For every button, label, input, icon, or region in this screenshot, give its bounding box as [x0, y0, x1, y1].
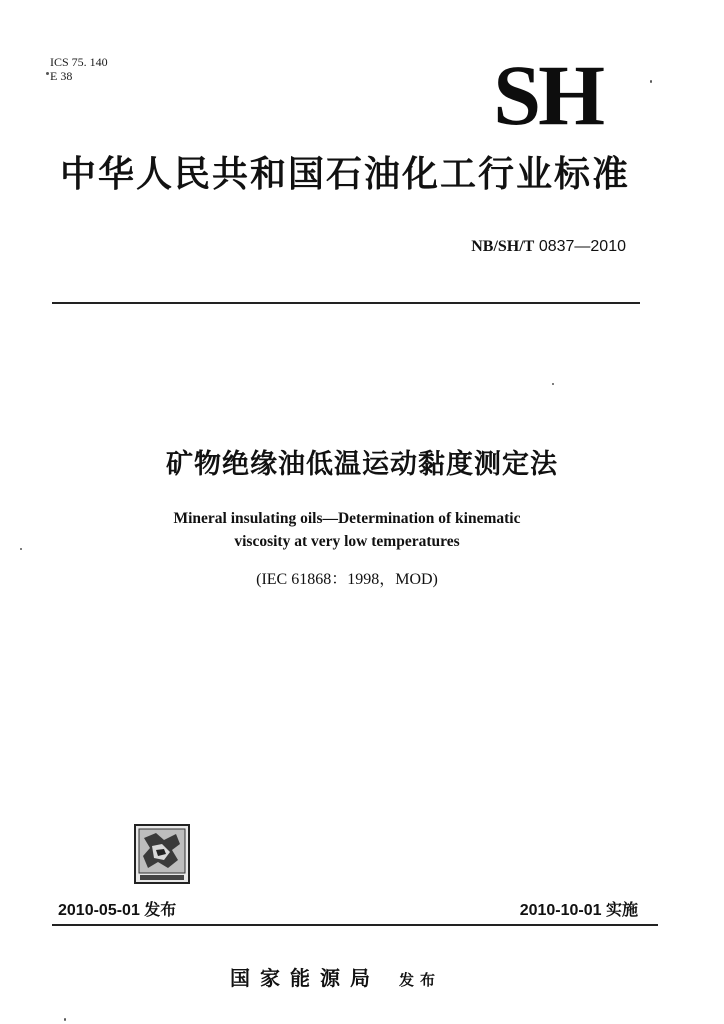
scan-speck	[46, 72, 49, 75]
standard-number	[471, 238, 626, 256]
iec-adoption-note: (IEC 61868：1998，MOD)	[256, 571, 438, 588]
scan-speck	[552, 383, 554, 385]
standard-authority-title: 中华人民共和国石油化工行业标准	[60, 154, 631, 195]
scan-speck	[650, 80, 652, 83]
publisher-organization: 国家能源局	[230, 966, 380, 990]
header-divider	[52, 302, 640, 304]
footer-divider	[52, 924, 658, 926]
standard-number-prefix: NB/SH/T	[471, 238, 535, 255]
issue-date: 2010-05-01 发布	[58, 902, 177, 919]
sh-logo: SH	[493, 47, 602, 143]
ccs-code: E 38	[50, 69, 73, 83]
ics-code: ICS 75. 140	[50, 55, 108, 69]
publisher-line	[230, 962, 441, 991]
title-english-line-2: viscosity at very low temperatures	[234, 533, 460, 550]
publisher-action: 发布	[398, 971, 441, 989]
scan-speck	[64, 1018, 66, 1021]
anti-counterfeit-seal-icon	[134, 824, 190, 884]
title-english-line-1: Mineral insulating oils—Determination of kinematic	[173, 510, 521, 527]
implementation-date: 2010-10-01 实施	[519, 902, 638, 919]
standard-number-suffix: 0837—2010	[538, 238, 626, 255]
title-english	[0, 507, 694, 553]
classification-codes	[50, 55, 108, 83]
scan-speck	[20, 548, 22, 550]
title-chinese: 矿物绝缘油低温运动黏度测定法	[166, 449, 558, 480]
